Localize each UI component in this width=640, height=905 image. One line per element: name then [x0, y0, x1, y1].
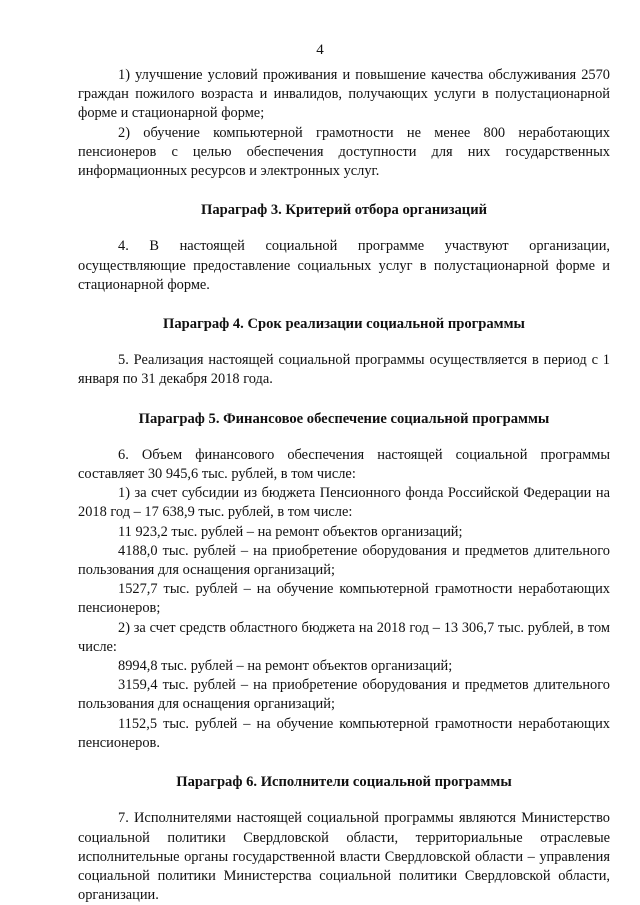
- paragraph-funding-line: 3159,4 тыс. рублей – на приобретение оборудования и предметов длительного пользования для оснащения организаций;: [78, 677, 610, 713]
- paragraph-item-4: 4. В настоящей социальной программе участвуют организации, осуществляющие предоставление социальных услуг в полустационарной форме и стационарной форме.: [78, 238, 610, 293]
- section-heading-3: Параграф 3. Критерий отбора организаций: [200, 202, 488, 219]
- page-number: 4: [316, 42, 324, 58]
- paragraph-goal-2: 2) обучение компьютерной грамотности не менее 800 неработающих пенсионеров с целью обеспечения доступности для них государственных информационных ресурсов и электронных услуг.: [78, 124, 610, 180]
- paragraph-funding-line: 4188,0 тыс. рублей – на приобретение оборудования и предметов длительного пользования для оснащения организаций;: [78, 542, 610, 579]
- paragraph-funding-line: 1527,7 тыс. рублей – на обучение компьютерной грамотности неработающих пенсионеров;: [78, 581, 610, 617]
- paragraph-funding-line: 1152,5 тыс. рублей – на обучение компьютерной грамотности неработающих пенсионеров.: [78, 715, 610, 751]
- paragraph-funding-line: 11 923,2 тыс. рублей – на ремонт объектов организаций;: [118, 523, 463, 540]
- paragraph-item-7: 7. Исполнителями настоящей социальной программы являются Министерство социальной политики Свердловской области, территориальные отраслевые исполнительные органы государственной власти Свердловской области – управления социальной политики Министерства социальной политики Свердловской области, организации.: [78, 810, 610, 904]
- section-heading-6: Параграф 6. Исполнители социальной программы: [176, 774, 512, 791]
- paragraph-funding-line: 8994,8 тыс. рублей – на ремонт объектов организаций;: [118, 658, 453, 675]
- paragraph-funding-regional: 2) за счет средств областного бюджета на 2018 год – 13 306,7 тыс. рублей, в том числе:: [78, 619, 610, 655]
- section-heading-4: Параграф 4. Срок реализации социальной программы: [163, 316, 525, 333]
- section-heading-5: Параграф 5. Финансовое обеспечение социальной программы: [138, 410, 550, 427]
- paragraph-funding-pfr: 1) за счет субсидии из бюджета Пенсионного фонда Российской Федерации на 2018 год – 17 638,9 тыс. рублей, в том числе:: [78, 485, 610, 521]
- paragraph-goal-1: 1) улучшение условий проживания и повышение качества обслуживания 2570 граждан пожилого возраста и инвалидов, получающих услуги в полустационарной форме и стационарной форме;: [78, 67, 610, 122]
- paragraph-item-6: 6. Объем финансового обеспечения настоящей социальной программы составляет 30 945,6 тыс. рублей, в том числе:: [78, 446, 610, 483]
- paragraph-item-5: 5. Реализация настоящей социальной программы осуществляется в период с 1 января по 31 декабря 2018 года.: [78, 352, 610, 388]
- page-content: [78, 66, 610, 905]
